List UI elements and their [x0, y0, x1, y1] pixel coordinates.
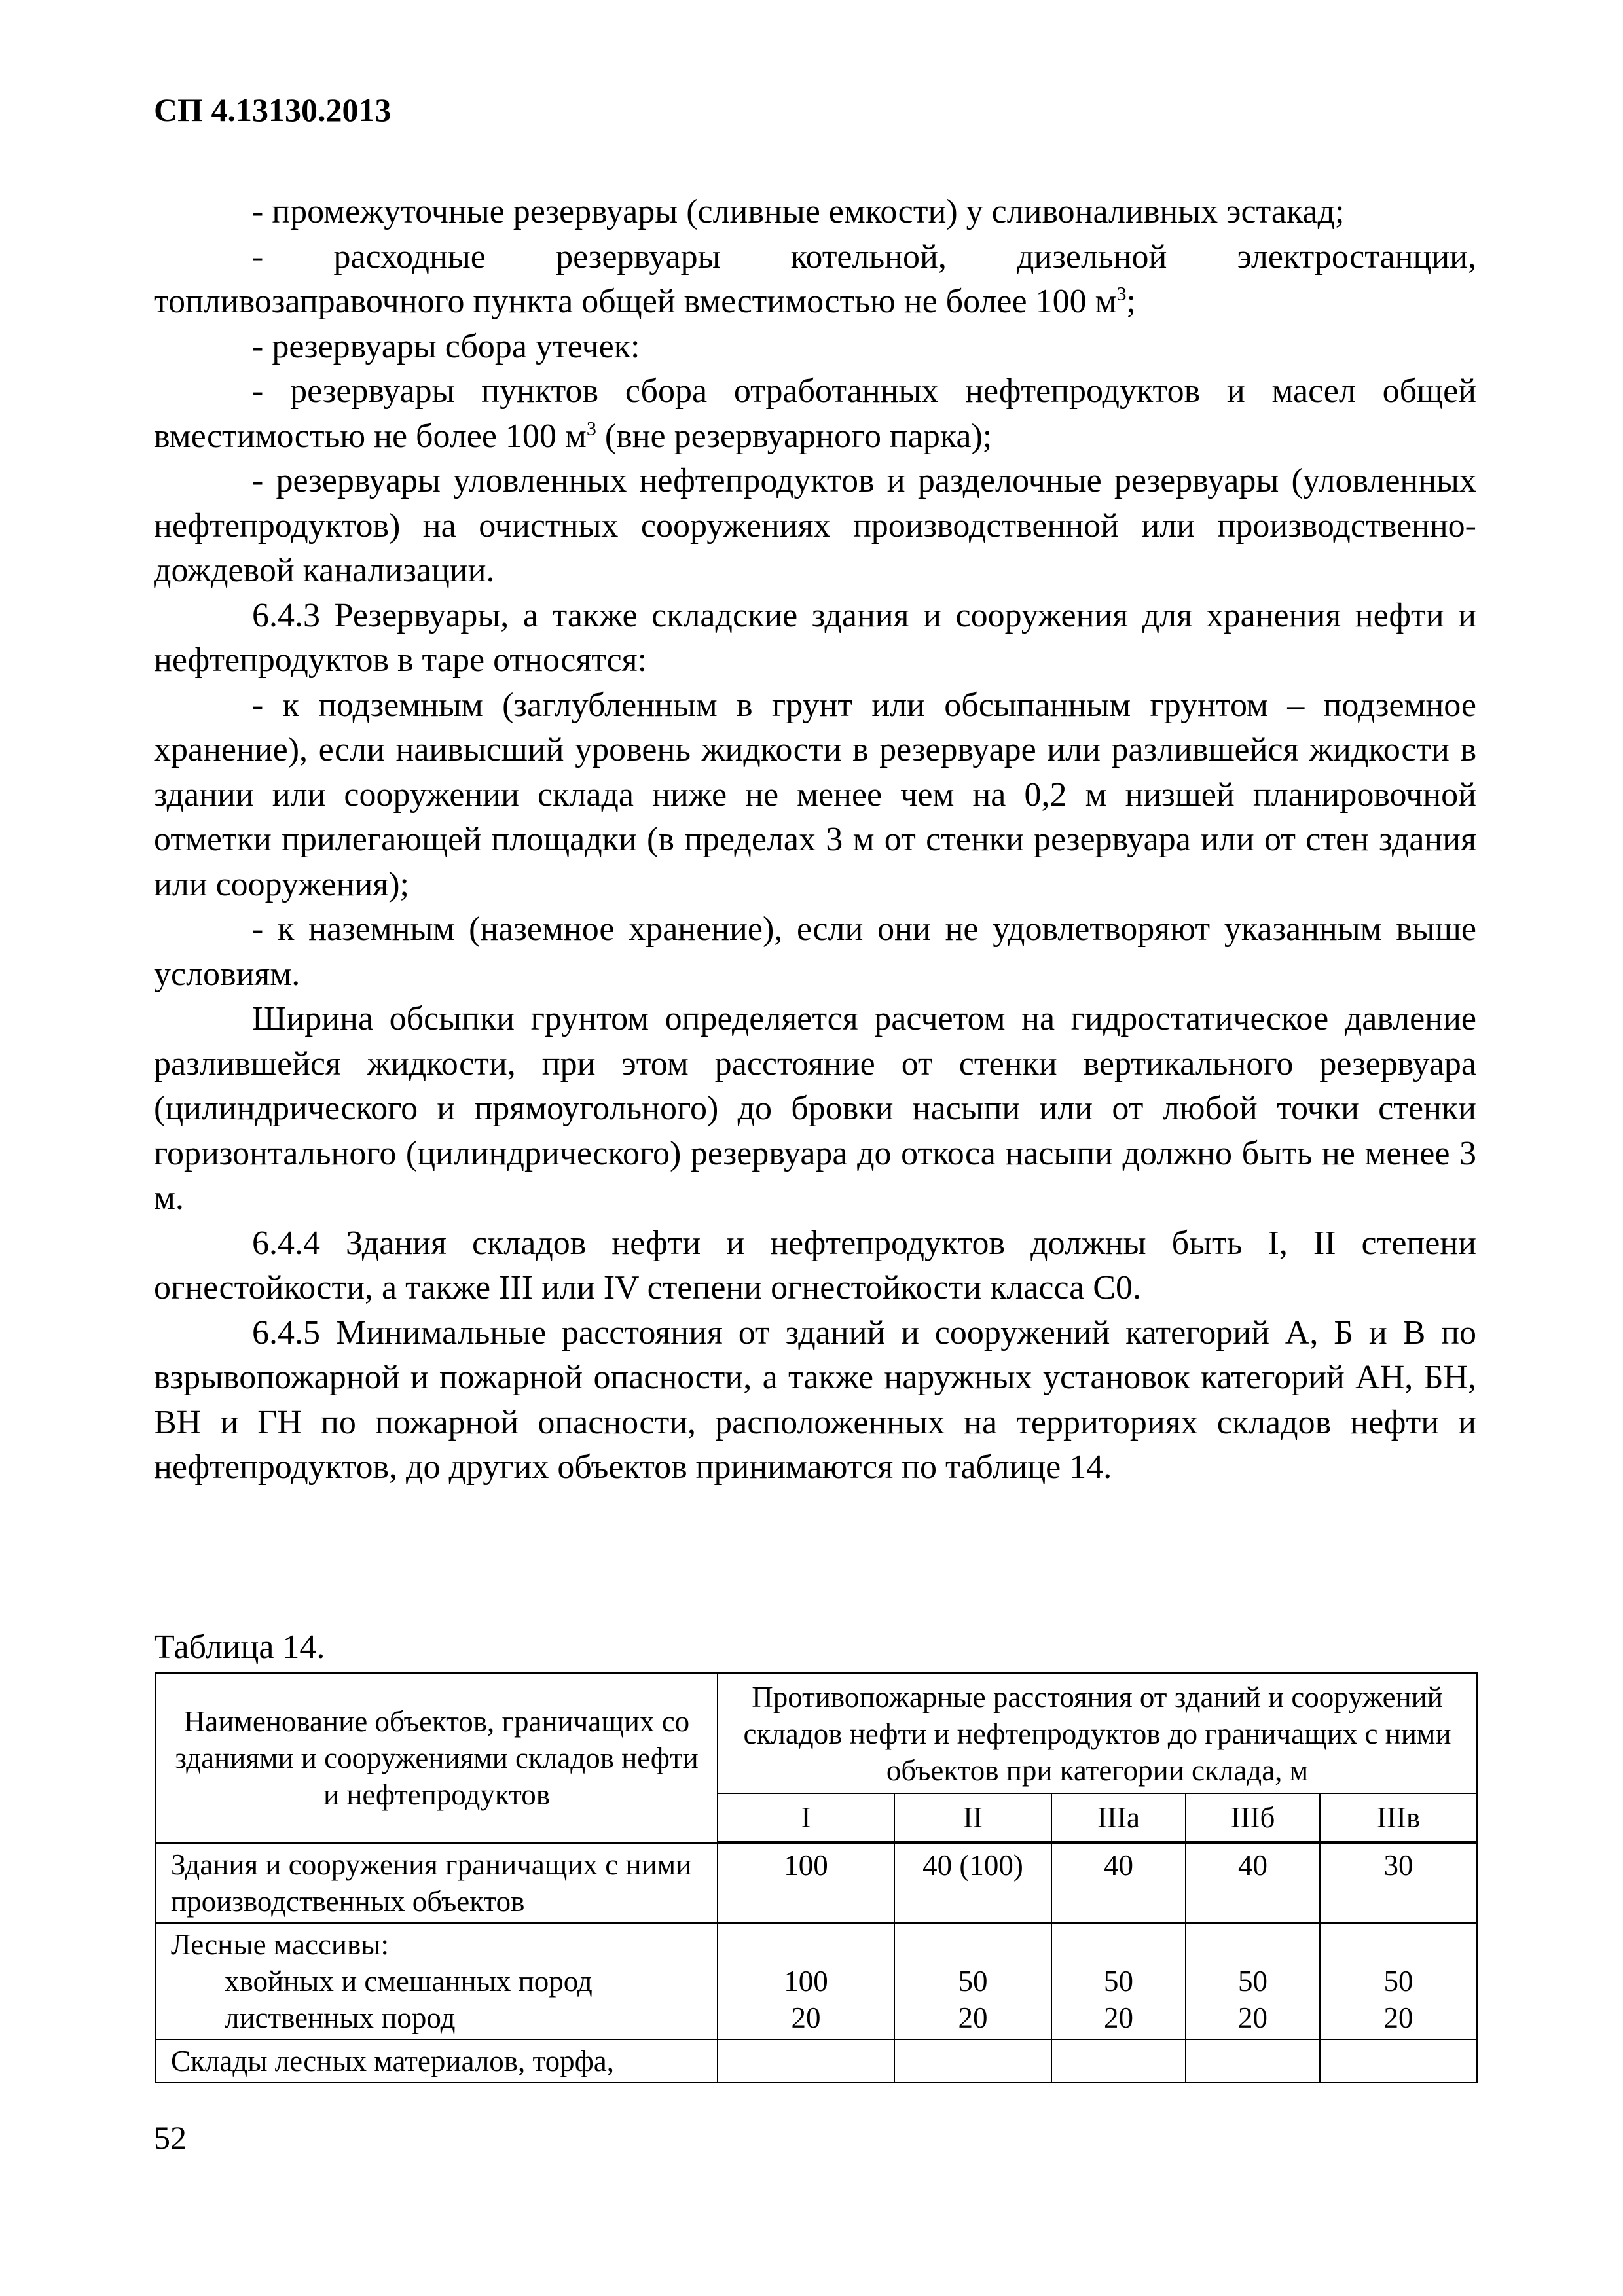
cell-value: 50	[958, 1964, 988, 1998]
table-cell	[718, 1923, 894, 2039]
paragraph-leak-tanks: - резервуары сбора утечек:	[252, 327, 640, 365]
paragraph-clause-6-4-5: 6.4.5 Минимальные расстояния от зданий и сооружений категорий А, Б и В по взрывопожарной и пожарной опасности, а также наружных установок категорий АН, БН, ВН и ГН по пожарной опасности, расположенных на территориях складов нефти и нефтепродуктов, до других объектов принимаются по таблице 14.	[154, 1314, 1476, 1486]
document-body	[154, 190, 1476, 1490]
paragraph-clause-6-4-4: 6.4.4 Здания складов нефти и нефтепродуктов должны быть I, II степени огнестойкости, а также III или IV степени огнестойкости класса С0.	[154, 1224, 1476, 1306]
superscript-cubic: 3	[1116, 283, 1127, 305]
cell-value: 20	[1383, 2001, 1413, 2034]
table-caption: Таблица 14.	[154, 1628, 325, 1666]
paragraph-text: - резервуары пунктов сбора отработанных нефтепродуктов и масел общей вместимостью не более 100 м	[154, 372, 1476, 455]
paragraph-waste-oil-tanks	[154, 369, 1476, 459]
row-group-label: Лесные массивы:	[171, 1928, 389, 1961]
standard-code-header: СП 4.13130.2013	[154, 92, 392, 128]
category-header: IIIа	[1051, 1793, 1186, 1843]
table-cell	[1186, 2039, 1320, 2083]
paragraph-text: - расходные резервуары котельной, дизельной электростанции, топливозаправочного пункта общей вместимостью не более 100 м	[154, 238, 1476, 320]
paragraph-text-end: ;	[1126, 283, 1136, 320]
table-cell	[1320, 1923, 1477, 2039]
superscript-cubic: 3	[586, 418, 596, 440]
table-cell: 100	[718, 1843, 894, 1923]
table-row	[156, 1923, 1477, 2039]
paragraph-consumable-tanks	[154, 235, 1476, 325]
page-number: 52	[154, 2119, 187, 2156]
table-header-row	[156, 1673, 1477, 1793]
table-row	[156, 1843, 1477, 1923]
row-object-name: Склады лесных материалов, торфа,	[156, 2039, 718, 2083]
table-cell	[1051, 2039, 1186, 2083]
cell-value: 20	[958, 2001, 988, 2034]
paragraph-aboveground-storage: - к наземным (наземное хранение), если они не удовлетворяют указанным выше условиям.	[154, 910, 1476, 993]
table-cell: 40	[1051, 1843, 1186, 1923]
table-cell: 40	[1186, 1843, 1320, 1923]
table-cell	[1051, 1923, 1186, 2039]
paragraph-embankment-width: Ширина обсыпки грунтом определяется расчетом на гидростатическое давление разлившейся жидкости, при этом расстояние от стенки вертикального резервуара (цилиндрического и прямоугольного) до бровки насыпи или от любой точки стенки горизонтального (цилиндрического) резервуара до откоса насыпи должно быть не менее 3 м.	[154, 1000, 1476, 1217]
paragraph-intermediate-tanks: - промежуточные резервуары (сливные емкости) у сливоналивных эстакад;	[252, 193, 1345, 230]
cell-value: 50	[1104, 1964, 1133, 1998]
table-cell	[718, 2039, 894, 2083]
cell-value: 20	[791, 2001, 821, 2034]
category-header: IIIб	[1186, 1793, 1320, 1843]
row-subitem-label: хвойных и смешанных пород	[225, 1964, 593, 1998]
cell-value: 20	[1238, 2001, 1267, 2034]
row-object-name: Здания и сооружения граничащих с ними производственных объектов	[156, 1843, 718, 1923]
row-subitem-label: лиственных пород	[225, 2001, 456, 2034]
paragraph-recovered-oil-tanks: - резервуары уловленных нефтепродуктов и разделочные резервуары (уловленных нефтепродуктов) на очистных сооружениях производственной или производственно-дождевой канализации.	[154, 462, 1476, 589]
header-distances-group: Противопожарные расстояния от зданий и сооружений складов нефти и нефтепродуктов до граничащих с ними объектов при категории склада, м	[718, 1673, 1477, 1793]
table-cell	[1320, 2039, 1477, 2083]
table-cell: 40 (100)	[894, 1843, 1051, 1923]
paragraph-underground-storage: - к подземным (заглубленным в грунт или обсыпанным грунтом – подземное хранение), если наивысший уровень жидкости в резервуаре или разлившейся жидкости в здании или сооружении склада ниже не менее чем на 0,2 м низшей планировочной отметки прилегающей площадки (в пределах 3 м от стенки резервуара или от стен здания или сооружения);	[154, 686, 1476, 903]
cell-value: 100	[784, 1964, 828, 1998]
cell-value: 50	[1238, 1964, 1267, 1998]
category-header: II	[894, 1793, 1051, 1843]
table-14	[155, 1672, 1478, 2083]
table-cell: 30	[1320, 1843, 1477, 1923]
row-object-name	[156, 1923, 718, 2039]
cell-value: 50	[1383, 1964, 1413, 1998]
paragraph-text-end: (вне резервуарного парка);	[596, 417, 993, 455]
category-header: IIIв	[1320, 1793, 1477, 1843]
cell-value: 20	[1104, 2001, 1133, 2034]
table-row	[156, 2039, 1477, 2083]
category-header: I	[718, 1793, 894, 1843]
table-cell	[894, 1923, 1051, 2039]
paragraph-clause-6-4-3: 6.4.3 Резервуары, а также складские здания и сооружения для хранения нефти и нефтепродуктов в таре относятся:	[154, 596, 1476, 679]
table-cell	[894, 2039, 1051, 2083]
header-object-name: Наименование объектов, граничащих со зданиями и сооружениями складов нефти и нефтепродуктов	[156, 1673, 718, 1843]
table-cell	[1186, 1923, 1320, 2039]
